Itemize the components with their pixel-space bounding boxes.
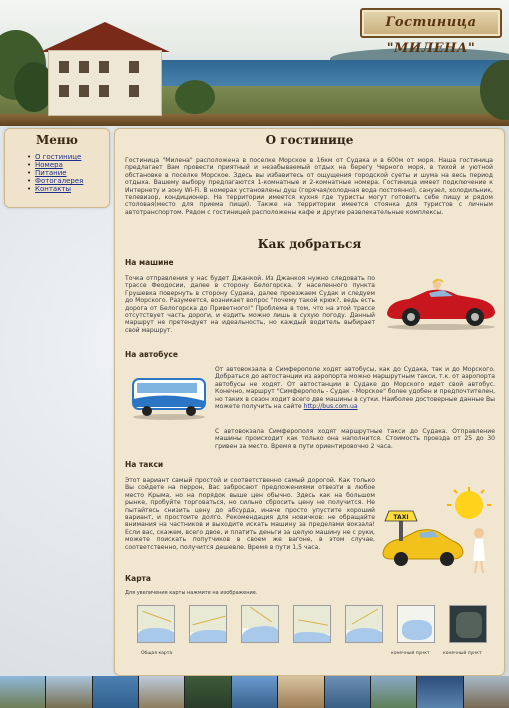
menu-panel: [4, 128, 110, 208]
menu-list: [35, 153, 109, 193]
menu-title: Меню: [35, 133, 78, 147]
footer-photo: [0, 676, 46, 708]
map-thumb-4[interactable]: [293, 605, 331, 643]
roof: [40, 22, 170, 52]
bus-site-link[interactable]: http://bus.com.ua: [303, 403, 358, 411]
car-text: Точка отправления у нас будет Джанкой. Из Джанкоя нужно следовать по трассе Феодосии, далее в сторону Белогорска. У населенного пункта Грушевка повернуть в сторону Судака, далее проезжаем Судак и следуем до Морского. Разумеется, возникает вопрос "почему такой крюк?, ведь есть дорога от Белогорска до Приветного!" Проблема в том, что на этой трассе отсутствует часть дороги, и ездить можно лишь в сухую погоду. Данный маршрут не претендует на идеальность, но каждый водитель выбирает свой маршрут.: [125, 275, 375, 334]
red-car-illustration: [383, 277, 499, 331]
footer-photo: [417, 676, 463, 708]
car-heading: На машине: [125, 258, 174, 267]
map-thumb-7[interactable]: [449, 605, 487, 643]
map-thumbnails: [137, 605, 487, 645]
tree: [175, 80, 215, 114]
directions-title: Как добраться: [257, 237, 362, 251]
menu-item-contacts[interactable]: • Контакты: [35, 185, 109, 193]
about-title: О гостинице: [265, 133, 354, 147]
map-caption-end-1: конечный пункт: [391, 651, 430, 656]
hotel-logo-sign: Гостиница "МИЛЕНА": [360, 8, 502, 38]
map-thumb-2[interactable]: [189, 605, 227, 643]
footer-photo: [325, 676, 371, 708]
bus-illustration: [129, 371, 209, 421]
wall: [48, 50, 162, 116]
map-caption-end-2: конечный пункт: [443, 651, 482, 656]
menu-item-gallery[interactable]: • Фотогалерея: [35, 177, 109, 185]
header-banner: [0, 0, 509, 126]
footer-photo: [278, 676, 324, 708]
bus-text-body: От автовокзала в Симферополе ходят автобусы, как до Судака, так и до Морского. Добраться до автостанции из аэропорта можно маршрутным такси, т.к. от аэропорта автобусы не ходят. От автостанции в Судаке до Морского идет свой автобус. Конечно, маршрут "Симферополь - Судак - Морское" более удобен и предпочтителен, но таких в сезон ходит всего две машины в сутки. Наиболее достоверные данные Вы можете получить на сайте: [215, 366, 496, 411]
footer-photo-strip: [0, 676, 509, 708]
map-thumb-3[interactable]: [241, 605, 279, 643]
taxi-heading: На такси: [125, 460, 164, 469]
footer-photo: [139, 676, 185, 708]
menu-item-food[interactable]: • Питание: [35, 169, 109, 177]
menu-item-rooms[interactable]: • Номера: [35, 161, 109, 169]
hotel-building: [40, 22, 170, 118]
taxi-text: Этот вариант самый простой и соответственно самый дорогой. Как только Вы сойдете на перрон, Вас забросают предложениями отвезти в любое место Крыма, но на порядок выше цен обычно. Здесь как на большом рынке, пробуйте торговаться, но сильно сбросить цену не получится. Не пытайтесь снизить цену до абсурда, иначе просто упустите хороший вариант, и простоите долго. Рекомендация для новичков: не обращайте внимания на частников и выходите искать машину за пределами вокзала! Если вас, скажем, всего двое, и платить деньги за целую машину не с руки, можете поискать попутчиков в своем же вагоне, в этом случае, соответственно, получится дешевле. Время в пути 1,5 часа.: [125, 477, 375, 551]
footer-photo: [93, 676, 139, 708]
bus-text-2: С автовокзала Симферополя ходят маршрутные такси до Судака. Отправление машины происходит как только она наполнится. Стоимость проезда от 25 до 30 гривен за место. Время в пути ориентировочно 2 часа.: [215, 428, 495, 450]
map-caption-general: Общая карта: [141, 651, 173, 656]
bus-text: [215, 366, 495, 410]
footer-photo: [371, 676, 417, 708]
map-note: Для увеличения карты нажмите на изображение.: [125, 590, 258, 596]
map-thumb-6[interactable]: [397, 605, 435, 643]
main-content: [114, 128, 505, 676]
about-text: Гостиница "Милена" расположена в поселке Морское в 16км от Судака и в 600м от моря. Наша гостиница предлагает Вам провести приятный и незабываемый отдых на берегу Черного моря, в тихой и уютной обстановке в поселке Морское. Здесь вы избавитесь от ощущения городской суеты и шума на весь период отдыха. Вашему выбору предлагаются 1-комнатные и 2-комнатные номера. Гостиница имеет подключение к Интернету и зону Wi-Fi. В номерах установлены душ (горячая/холодная вода постоянно), санузел, холодильник, телевизор, кондиционер. На территории имеется кухня где туристы могут готовить себе пищу и рядом столовая(место для приема пищи). Также на территории имеется стоянка для туристов с личным автотранспортом. Рядом с гостиницей расположены кафе и другие развлекательные комплексы.: [125, 157, 493, 216]
map-heading: Карта: [125, 574, 151, 583]
map-thumb-5[interactable]: [345, 605, 383, 643]
footer-photo: [464, 676, 509, 708]
footer-photo: [232, 676, 278, 708]
footer-photo: [185, 676, 231, 708]
map-thumb-1[interactable]: [137, 605, 175, 643]
menu-item-about[interactable]: • О гостинице: [35, 153, 109, 161]
bus-heading: На автобусе: [125, 350, 178, 359]
taxi-sign-label: TAXI: [393, 514, 409, 521]
taxi-illustration: [377, 487, 499, 575]
footer-photo: [46, 676, 92, 708]
